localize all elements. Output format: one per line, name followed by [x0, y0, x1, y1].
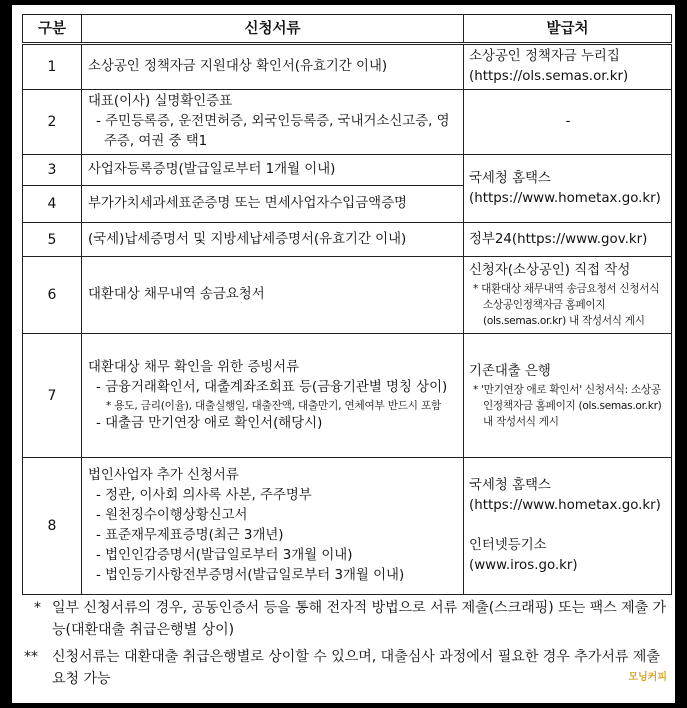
issuer-cell: [464, 458, 672, 595]
table-row: [23, 334, 672, 458]
document-subitem: - 금융거래확인서, 대출계좌조회표 등(금융기관별 명칭 상이): [96, 379, 448, 395]
issuer-url: (https://www.hometax.go.kr): [469, 498, 661, 513]
row-number: 1: [23, 44, 82, 90]
table-row: [23, 90, 672, 155]
issuer-name: 국세청 홈택스: [469, 170, 551, 186]
document-title: 대표(이사) 실명확인증표: [88, 94, 233, 109]
document-note: * 용도, 금리(이율), 대출실행일, 대출잔액, 대출만기, 연체여부 반드시 포함: [106, 399, 442, 412]
required-documents-table: [22, 14, 672, 595]
document-cell: [82, 458, 464, 595]
header-category: 구분: [23, 15, 82, 44]
issuer-name: 신청자(소상공인) 직접 작성: [469, 263, 631, 278]
document-subitem: - 정관, 이사회 의사록 사본, 주주명부: [96, 488, 312, 503]
footnote-text: 일부 신청서류의 경우, 공동인증서 등을 통해 전자적 방법으로 서류 제출(스크래핑) 또는 팩스 제출 가능(대환대출 취급은행별 상이): [52, 600, 667, 638]
document-title: 대환대상 채무 확인을 위한 증빙서류: [88, 359, 300, 375]
document-subitem: - 원천징수이행상황신고서: [96, 508, 248, 523]
row-number: 5: [23, 223, 82, 257]
document-cell: 대환대상 채무내역 송금요청서: [82, 257, 464, 334]
document-page: [12, 5, 675, 703]
row-number: 7: [23, 334, 82, 458]
issuer-name: 소상공인 정책자금 누리집: [469, 49, 620, 64]
document-subitem: - 주민등록증, 운전면허증, 외국인등록증, 국내거소신고증, 영주증, 여권 중 택1: [96, 114, 450, 149]
table-header-row: [23, 15, 672, 44]
header-documents: 신청서류: [82, 15, 464, 44]
header-issuer: 발급처: [464, 15, 672, 44]
footnote: [22, 597, 667, 641]
issuer-name: 국세청 홈택스: [469, 478, 551, 493]
issuer-name: 인터넷등기소: [469, 538, 547, 553]
issuer-cell: [464, 155, 672, 223]
document-title: 법인사업자 추가 신청서류: [88, 468, 239, 483]
document-subitem: - 표준재무제표증명(최근 3개년): [96, 528, 284, 543]
document-cell: [82, 90, 464, 155]
document-subitem: - 대출금 만기연장 애로 확인서(해당시): [96, 415, 323, 431]
document-subitem: - 법인등기사항전부증명서(발급일로부터 3개월 이내): [96, 568, 405, 583]
document-subitem: - 법인인감증명서(발급일로부터 3개월 이내): [96, 548, 353, 563]
row-number: 3: [23, 155, 82, 186]
issuer-url: (https://ols.semas.or.kr): [469, 69, 629, 84]
table-row: [23, 458, 672, 595]
issuer-name: 기존대출 은행: [469, 363, 551, 379]
footnote: [22, 646, 667, 690]
issuer-cell: 정부24(https://www.gov.kr): [464, 223, 672, 257]
watermark-logo: 모닝커피: [628, 672, 667, 683]
footnote-mark: **: [24, 649, 38, 665]
row-number: 6: [23, 257, 82, 334]
row-number: 8: [23, 458, 82, 595]
row-number: 2: [23, 90, 82, 155]
issuer-url: (www.iros.go.kr): [469, 558, 578, 573]
issuer-note: * '만기연장 애로 확인서' 신청서식: 소상공인정책자금 홈페이지 (ols.semas.or.kr) 내 작성서식 게시: [473, 383, 662, 428]
issuer-cell: [464, 334, 672, 458]
table-row: [23, 155, 672, 186]
document-cell: (국세)납세증명서 및 지방세납세증명서(유효기간 이내): [82, 223, 464, 257]
document-cell: 소상공인 정책자금 지원대상 확인서(유효기간 이내): [82, 44, 464, 90]
document-cell: 사업자등록증명(발급일로부터 1개월 이내): [82, 155, 464, 186]
row-number: 4: [23, 186, 82, 223]
table-row: [23, 223, 672, 257]
issuer-cell: [464, 44, 672, 90]
issuer-url: (https://www.hometax.go.kr): [469, 190, 661, 206]
footnote-mark: *: [34, 600, 41, 616]
table-row: [23, 257, 672, 334]
issuer-cell: [464, 257, 672, 334]
footnotes: [22, 597, 667, 695]
document-cell: [82, 334, 464, 458]
document-cell: 부가가치세과세표준증명 또는 면세사업자수입금액증명: [82, 186, 464, 223]
issuer-note: * 대환대상 채무내역 송금요청서 신청서식 소상공인정책자금 홈페이지 (ols.semas.or.kr) 내 작성서식 게시: [473, 283, 660, 327]
footnote-text: 신청서류는 대환대출 취급은행별로 상이할 수 있으며, 대출심사 과정에서 필요한 경우 추가서류 제출요청 가능: [52, 649, 660, 687]
issuer-cell: -: [464, 90, 672, 155]
table-row: [23, 44, 672, 90]
